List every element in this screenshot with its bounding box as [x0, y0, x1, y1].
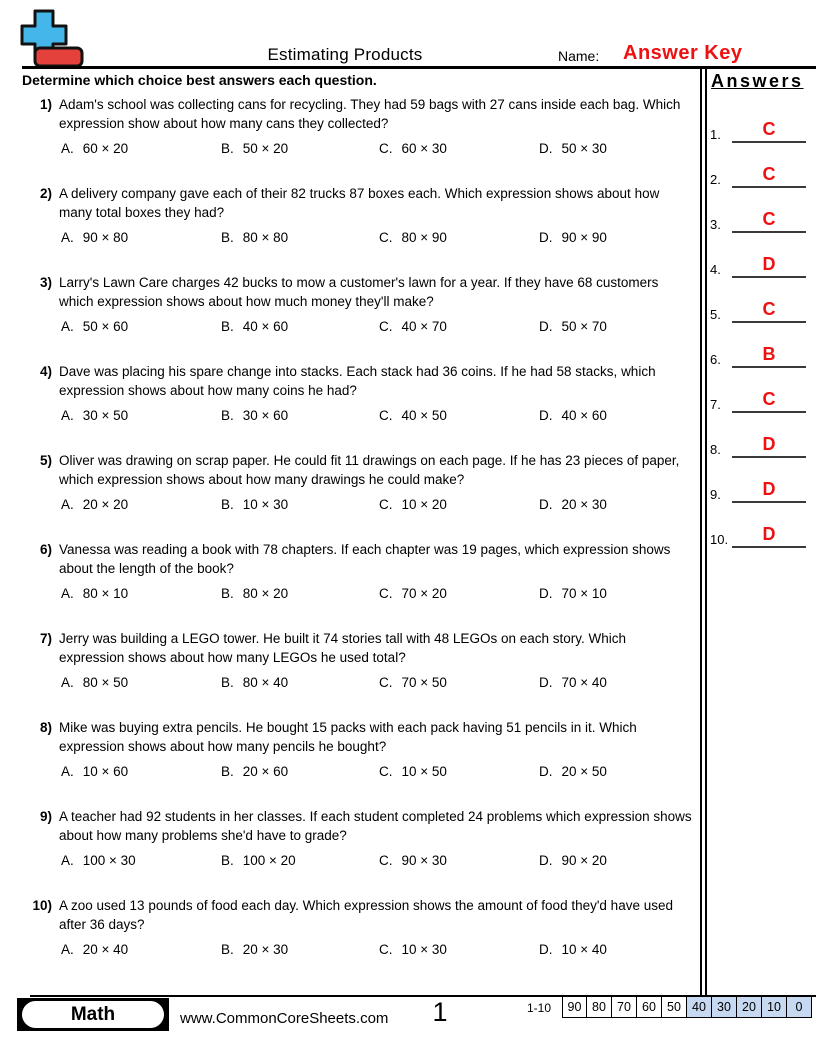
- question-item: [22, 95, 696, 158]
- choice-c: [379, 585, 539, 603]
- question-text: Dave was placing his spare change into stacks. Each stack had 36 coins. If he had 58 stacks, which expression shows about how many coins he had?: [59, 364, 656, 398]
- choice-d: [539, 941, 607, 959]
- choice-letter: C.: [379, 319, 393, 334]
- choice-letter: B.: [221, 497, 234, 512]
- choice-expression: 90 × 90: [561, 230, 607, 245]
- choice-letter: A.: [61, 497, 74, 512]
- question-body: [59, 95, 695, 158]
- question-text: Larry's Lawn Care charges 42 bucks to mow a customer's lawn for a year. If they have 68 customers which expression shows about how much money they'll make?: [59, 275, 659, 309]
- question-body: [59, 896, 695, 959]
- answer-key-text: Answer Key: [623, 42, 743, 64]
- answer-blank-line: [732, 477, 806, 503]
- choice-a: [61, 496, 221, 514]
- answer-letter: C: [762, 209, 776, 229]
- choice-expression: 50 × 60: [82, 319, 129, 334]
- questions-list: [22, 95, 696, 985]
- choice-expression: 80 × 50: [82, 675, 129, 690]
- score-cell: 80: [587, 996, 612, 1018]
- choice-d: [539, 674, 607, 692]
- choice-a: [61, 674, 221, 692]
- choice-letter: C.: [379, 853, 393, 868]
- choice-letter: A.: [61, 230, 74, 245]
- choice-d: [539, 140, 607, 158]
- question-choices: [59, 229, 695, 247]
- answer-item: [710, 252, 810, 278]
- answers-panel-title: Answers: [711, 71, 804, 91]
- answer-number: 5.: [710, 307, 721, 322]
- question-choices: [59, 763, 695, 781]
- score-cell: 50: [662, 996, 687, 1018]
- answer-item: [710, 162, 810, 188]
- question-number: 1): [39, 97, 52, 112]
- answer-number: 3.: [710, 217, 721, 232]
- answer-number: 10.: [710, 532, 729, 547]
- answer-blank-line: [732, 387, 806, 413]
- question-item: [22, 718, 696, 781]
- subject-badge: [17, 998, 169, 1031]
- choice-a: [61, 852, 221, 870]
- answer-item: [710, 432, 810, 458]
- score-cell: 0: [787, 996, 812, 1018]
- choice-letter: D.: [539, 319, 553, 334]
- choice-expression: 100 × 30: [82, 853, 136, 868]
- choice-letter: D.: [539, 497, 553, 512]
- answer-letter: C: [762, 164, 776, 184]
- choice-expression: 20 × 60: [242, 764, 289, 779]
- answer-blank-line: [732, 522, 806, 548]
- answer-item: [710, 207, 810, 233]
- choice-d: [539, 496, 607, 514]
- choice-letter: B.: [221, 942, 234, 957]
- choice-expression: 70 × 50: [401, 675, 447, 690]
- choice-c: [379, 229, 539, 247]
- question-choices: [59, 407, 695, 425]
- question-body: [59, 718, 695, 781]
- question-text: Jerry was building a LEGO tower. He built it 74 stories tall with 48 LEGOs on each story. Which expression shows about how many LEGOs he used total?: [59, 631, 626, 665]
- question-choices: [59, 674, 695, 692]
- answer-blank-line: [732, 252, 806, 278]
- question-choices: [59, 852, 695, 870]
- answer-letter: C: [762, 119, 776, 139]
- choice-expression: 100 × 20: [242, 853, 296, 868]
- question-text: Oliver was drawing on scrap paper. He could fit 11 drawings on each page. If he has 23 pieces of paper, which expression shows about how many drawings he could make?: [59, 453, 680, 487]
- question-number: 5): [39, 453, 52, 468]
- choice-letter: D.: [539, 942, 553, 957]
- question-body: [59, 184, 695, 247]
- score-range-label: 1-10: [527, 1001, 552, 1015]
- score-cell: 20: [737, 996, 762, 1018]
- choice-expression: 30 × 60: [242, 408, 289, 423]
- answer-letter: B: [762, 344, 776, 364]
- question-number: 4): [39, 364, 52, 379]
- choice-expression: 10 × 30: [401, 942, 447, 957]
- answer-blank-line: [732, 117, 806, 143]
- choice-expression: 60 × 20: [82, 141, 129, 156]
- question-text: Adam's school was collecting cans for recycling. They had 59 bags with 27 cans inside each bag. Which expression show about how many cans they collected?: [59, 97, 681, 131]
- choice-letter: A.: [61, 141, 74, 156]
- choice-expression: 40 × 60: [561, 408, 607, 423]
- question-choices: [59, 318, 695, 336]
- question-number: 7): [39, 631, 52, 646]
- choice-b: [221, 852, 379, 870]
- choice-expression: 10 × 60: [82, 764, 129, 779]
- choice-expression: 20 × 30: [561, 497, 607, 512]
- choice-a: [61, 585, 221, 603]
- choice-letter: C.: [379, 497, 393, 512]
- choice-expression: 50 × 70: [561, 319, 607, 334]
- question-item: [22, 807, 696, 870]
- choice-expression: 80 × 20: [242, 586, 289, 601]
- choice-expression: 20 × 20: [82, 497, 129, 512]
- answer-blank-line: [732, 207, 806, 233]
- choice-letter: B.: [221, 319, 234, 334]
- choice-expression: 90 × 20: [561, 853, 607, 868]
- answer-number: 1.: [710, 127, 721, 142]
- choice-expression: 50 × 20: [242, 141, 289, 156]
- choice-d: [539, 585, 607, 603]
- choice-a: [61, 941, 221, 959]
- answer-item: [710, 387, 810, 413]
- answer-item: [710, 297, 810, 323]
- answer-letter: D: [762, 524, 776, 544]
- question-choices: [59, 941, 695, 959]
- choice-d: [539, 407, 607, 425]
- choice-letter: B.: [221, 853, 234, 868]
- choice-letter: C.: [379, 675, 393, 690]
- score-cell: 90: [562, 996, 587, 1018]
- score-cell: 60: [637, 996, 662, 1018]
- answers-panel: [700, 68, 816, 995]
- question-item: [22, 184, 696, 247]
- header-divider: [22, 66, 816, 69]
- choice-d: [539, 318, 607, 336]
- choice-expression: 60 × 30: [401, 141, 447, 156]
- choice-expression: 10 × 20: [401, 497, 447, 512]
- choice-letter: D.: [539, 586, 553, 601]
- choice-a: [61, 140, 221, 158]
- choice-letter: A.: [61, 675, 74, 690]
- answer-blank-line: [732, 432, 806, 458]
- choice-letter: A.: [61, 586, 74, 601]
- choice-letter: C.: [379, 586, 393, 601]
- choice-letter: B.: [221, 675, 234, 690]
- answer-number: 8.: [710, 442, 721, 457]
- choice-expression: 70 × 10: [561, 586, 607, 601]
- answer-letter: D: [762, 254, 776, 274]
- choice-a: [61, 229, 221, 247]
- question-number: 6): [39, 542, 52, 557]
- answer-blank-line: [732, 342, 806, 368]
- choice-expression: 10 × 50: [401, 764, 447, 779]
- subject-badge-label: Math: [22, 1001, 164, 1028]
- choice-expression: 20 × 30: [242, 942, 289, 957]
- website-text: www.CommonCoreSheets.com: [180, 1010, 389, 1027]
- answer-number: 2.: [710, 172, 721, 187]
- choice-letter: C.: [379, 141, 393, 156]
- question-number: 8): [39, 720, 52, 735]
- choice-c: [379, 674, 539, 692]
- choice-letter: C.: [379, 230, 393, 245]
- question-choices: [59, 496, 695, 514]
- choice-b: [221, 674, 379, 692]
- choice-letter: D.: [539, 230, 553, 245]
- question-item: [22, 540, 696, 603]
- choice-b: [221, 407, 379, 425]
- answer-item: [710, 117, 810, 143]
- choice-c: [379, 852, 539, 870]
- choice-expression: 50 × 30: [561, 141, 607, 156]
- choice-letter: B.: [221, 408, 234, 423]
- choice-c: [379, 763, 539, 781]
- choice-a: [61, 318, 221, 336]
- answer-blank-line: [732, 297, 806, 323]
- choice-letter: A.: [61, 408, 74, 423]
- choice-b: [221, 941, 379, 959]
- choice-letter: D.: [539, 853, 553, 868]
- choice-c: [379, 941, 539, 959]
- choice-letter: A.: [61, 853, 74, 868]
- choice-letter: C.: [379, 764, 393, 779]
- question-item: [22, 629, 696, 692]
- choice-b: [221, 140, 379, 158]
- score-cell: 30: [712, 996, 737, 1018]
- choice-expression: 10 × 30: [242, 497, 289, 512]
- answer-item: [710, 477, 810, 503]
- choice-c: [379, 318, 539, 336]
- choice-d: [539, 229, 607, 247]
- choice-expression: 90 × 30: [401, 853, 447, 868]
- choice-expression: 70 × 40: [561, 675, 607, 690]
- choice-expression: 40 × 60: [242, 319, 289, 334]
- question-text: Vanessa was reading a book with 78 chapters. If each chapter was 19 pages, which expression shows about the length of the book?: [59, 542, 671, 576]
- question-item: [22, 273, 696, 336]
- question-item: [22, 451, 696, 514]
- choice-expression: 20 × 50: [561, 764, 607, 779]
- choice-letter: C.: [379, 942, 393, 957]
- choice-expression: 80 × 40: [242, 675, 289, 690]
- answer-letter: D: [762, 479, 776, 499]
- choice-c: [379, 407, 539, 425]
- choice-letter: B.: [221, 586, 234, 601]
- question-choices: [59, 140, 695, 158]
- question-text: A delivery company gave each of their 82 trucks 87 boxes each. Which expression shows about how many total boxes they had?: [59, 186, 660, 220]
- answer-number: 7.: [710, 397, 721, 412]
- answer-letter: C: [762, 389, 776, 409]
- choice-expression: 40 × 70: [401, 319, 447, 334]
- choice-letter: C.: [379, 408, 393, 423]
- choice-b: [221, 763, 379, 781]
- choice-letter: A.: [61, 319, 74, 334]
- question-item: [22, 362, 696, 425]
- question-body: [59, 273, 695, 336]
- question-item: [22, 896, 696, 959]
- answer-item: [710, 342, 810, 368]
- choice-d: [539, 763, 607, 781]
- question-number: 10): [32, 898, 52, 913]
- answer-letter: C: [762, 299, 776, 319]
- choice-letter: B.: [221, 764, 234, 779]
- choice-b: [221, 318, 379, 336]
- choice-d: [539, 852, 607, 870]
- choice-expression: 10 × 40: [561, 942, 607, 957]
- choice-expression: 80 × 90: [401, 230, 447, 245]
- question-body: [59, 540, 695, 603]
- question-body: [59, 362, 695, 425]
- choice-expression: 70 × 20: [401, 586, 447, 601]
- choice-c: [379, 496, 539, 514]
- choice-letter: B.: [221, 230, 234, 245]
- choice-expression: 90 × 80: [82, 230, 129, 245]
- choice-c: [379, 140, 539, 158]
- page-number: 1: [432, 997, 448, 1027]
- choice-expression: 30 × 50: [82, 408, 129, 423]
- question-number: 3): [39, 275, 52, 290]
- score-cell: 40: [687, 996, 712, 1018]
- page-title: Estimating Products: [267, 45, 423, 64]
- answer-blank-line: [732, 162, 806, 188]
- choice-letter: D.: [539, 408, 553, 423]
- choice-letter: A.: [61, 764, 74, 779]
- choice-expression: 20 × 40: [82, 942, 129, 957]
- choice-b: [221, 496, 379, 514]
- choice-letter: B.: [221, 141, 234, 156]
- question-number: 9): [39, 809, 52, 824]
- answer-letter: D: [762, 434, 776, 454]
- question-body: [59, 807, 695, 870]
- choice-letter: D.: [539, 764, 553, 779]
- score-table: [562, 996, 812, 1018]
- answer-item: [710, 522, 810, 548]
- score-cell: 10: [762, 996, 787, 1018]
- instruction-text: Determine which choice best answers each question.: [22, 72, 377, 88]
- choice-expression: 40 × 50: [401, 408, 447, 423]
- score-cell: 70: [612, 996, 637, 1018]
- question-body: [59, 451, 695, 514]
- question-body: [59, 629, 695, 692]
- choice-a: [61, 407, 221, 425]
- answer-number: 6.: [710, 352, 721, 367]
- choice-letter: D.: [539, 141, 553, 156]
- answer-number: 9.: [710, 487, 721, 502]
- question-choices: [59, 585, 695, 603]
- answer-number: 4.: [710, 262, 721, 277]
- choice-a: [61, 763, 221, 781]
- choice-letter: A.: [61, 942, 74, 957]
- question-text: Mike was buying extra pencils. He bought 15 packs with each pack having 51 pencils in it. Which expression shows about how many pencils he bought?: [59, 720, 637, 754]
- choice-b: [221, 585, 379, 603]
- choice-b: [221, 229, 379, 247]
- choice-letter: D.: [539, 675, 553, 690]
- choice-expression: 80 × 10: [82, 586, 129, 601]
- question-number: 2): [39, 186, 52, 201]
- question-text: A zoo used 13 pounds of food each day. Which expression shows the amount of food they'd have used after 36 days?: [59, 898, 673, 932]
- name-label: Name:: [558, 48, 600, 64]
- question-text: A teacher had 92 students in her classes. If each student completed 24 problems which expression shows about how many problems she'd have to grade?: [59, 809, 692, 843]
- choice-expression: 80 × 80: [242, 230, 289, 245]
